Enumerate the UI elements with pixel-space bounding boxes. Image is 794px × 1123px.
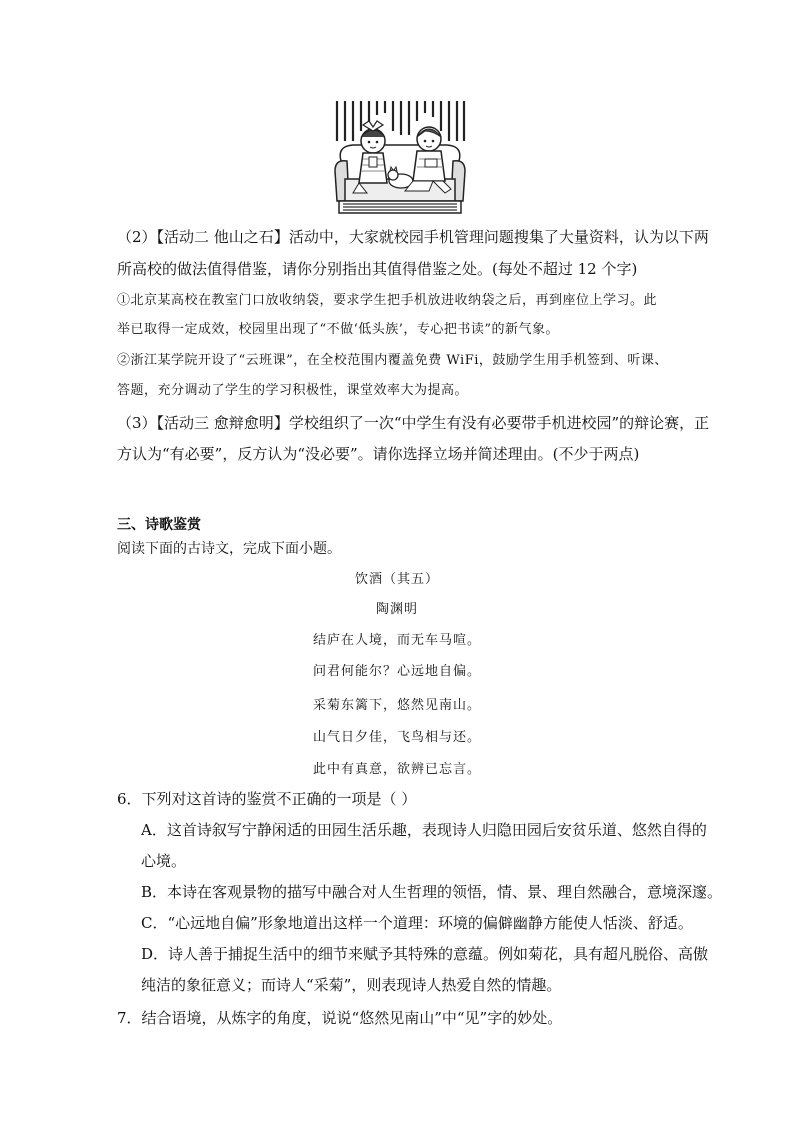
activity2-item1-line2: 举已取得一定成效，校园里出现了“不做‘低头族’，专心把书读”的新气象。: [117, 322, 560, 337]
poem-line: 问君何能尔？心远地自偏。: [312, 664, 481, 679]
activity2-item2-line2: 答题，充分调动了学生的学习积极性，课堂效率大为提高。: [117, 383, 469, 398]
poem-line: 采菊东篱下，悠然见南山。: [312, 698, 481, 713]
activity2-item2-line1: ②浙江某学院开设了“云班课”，在全校范围内覆盖免费 WiFi，鼓励学生用手机签到、听课、: [117, 353, 668, 368]
poem-line: 山气日夕佳，飞鸟相与还。: [312, 730, 481, 745]
activity2-item1-line1: ①北京某高校在教室门口放收纳袋，要求学生把手机放进收纳袋之后，再到座位上学习。此: [117, 293, 658, 308]
q6-option-d-line2: 纯洁的象征意义；而诗人“采菊”，则表现诗人热爱自然的情趣。: [141, 976, 562, 994]
poem-line: 结庐在人境，而无车马喧。: [312, 633, 481, 648]
q6-option-b: B．本诗在客观景物的描写中融合对人生哲理的领悟，情、景、理自然融合，意境深邃。: [141, 883, 723, 901]
question-7-stem: 7．结合语境，从炼字的角度，说说“悠然见南山”中“见”字的妙处。: [117, 1009, 563, 1027]
activity3-line2: 方认为“有必要”，反方认为“没必要”。请你选择立场并简述理由。(不少于两点): [117, 445, 640, 463]
poem-author: 陶渊明: [375, 602, 418, 617]
q6-option-d-line1: D．诗人善于捕捉生活中的细节来赋予其特殊的意蕴。例如菊花，具有超凡脱俗、高傲: [141, 945, 709, 963]
activity3-line1: （3）【活动三 愈辩愈明】学校组织了一次“中学生有没有必要带手机进校园”的辩论赛，正: [117, 414, 710, 432]
question-6-stem: 6．下列对这首诗的鉴赏不正确的一项是（ ）: [117, 790, 417, 808]
q6-option-c: C．“心远地自偏”形象地道出这样一个道理：环境的偏僻幽静方能使人恬淡、舒适。: [141, 914, 693, 932]
poem-line: 此中有真意，欲辨已忘言。: [312, 762, 481, 777]
section-heading: 三、诗歌鉴赏: [117, 517, 201, 533]
q6-option-a-line1: A．这首诗叙写宁静闲适的田园生活乐趣，表现诗人归隐田园后安贫乐道、悠然自得的: [141, 821, 707, 839]
activity2-line1: （2）【活动二 他山之石】活动中，大家就校园手机管理问题搜集了大量资料，认为以下两: [117, 228, 709, 246]
children-on-sofa-image: [333, 101, 467, 216]
q6-option-a-line2: 心境。: [141, 852, 187, 870]
section-intro: 阅读下面的古诗文，完成下面小题。: [117, 541, 341, 557]
activity2-line2: 所高校的做法值得借鉴，请你分别指出其值得借鉴之处。(每处不超过 12 个字): [117, 260, 638, 278]
cartoon-illustration: [333, 101, 467, 216]
poem-title: 饮酒（其五）: [354, 572, 439, 587]
